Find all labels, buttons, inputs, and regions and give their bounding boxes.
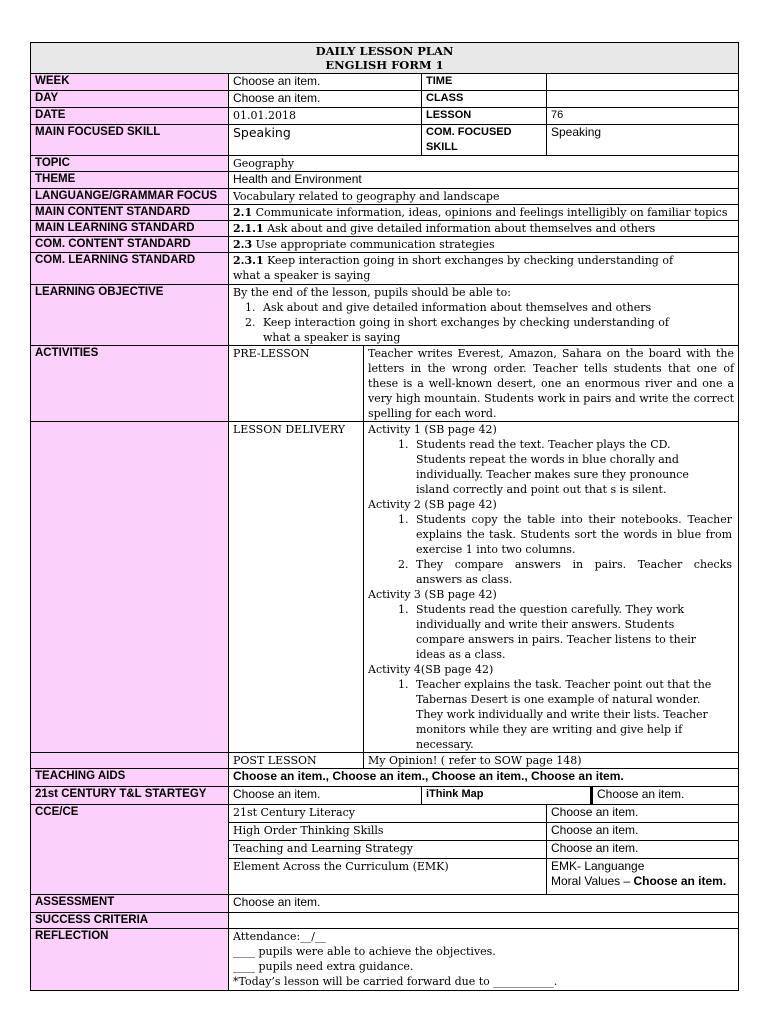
- reflection-field[interactable]: [229, 929, 739, 991]
- label-day: DAY: [31, 91, 229, 108]
- label-grammar: LANGUANGE/GRAMMAR FOCUS: [31, 189, 229, 205]
- class-field[interactable]: [547, 91, 739, 108]
- row-day: [31, 91, 739, 108]
- label-date: DATE: [31, 108, 229, 125]
- activity-3-item: 1. Students read the question carefully. They work individually and write their answers. Students compare answers in pairs. Teacher listens to their ideas as a class.: [412, 602, 732, 662]
- label-lesson: LESSON: [422, 108, 547, 125]
- com-content-text: Use appropriate communication strategies: [252, 238, 495, 251]
- row-lesson-delivery: [31, 422, 739, 753]
- label-topic: TOPIC: [31, 156, 229, 172]
- label-assessment: ASSESSMENT: [31, 895, 229, 913]
- activity-3-title: Activity 3 (SB page 42): [368, 588, 497, 601]
- main-content-text: Communicate information, ideas, opinions and feelings intelligibly on familiar topics: [252, 206, 728, 219]
- strategy-ithink[interactable]: iThink Map: [422, 787, 592, 805]
- row-assessment: [31, 895, 739, 913]
- row-grammar: [31, 189, 739, 205]
- plan-subtitle: ENGLISH FORM 1: [325, 58, 444, 72]
- label-main-learning: MAIN LEARNING STANDARD: [31, 221, 229, 237]
- theme-value[interactable]: Health and Environment: [229, 172, 739, 189]
- lesson-number[interactable]: 76: [547, 108, 739, 125]
- strategy-select-c[interactable]: Choose an item.: [592, 787, 739, 805]
- label-strategy: 21st CENTURY T&L STARTEGY: [31, 787, 229, 805]
- pre-lesson-text[interactable]: Teacher writes Everest, Amazon, Sahara on the board with the letters in the wrong order. Teacher tells students that one of these is a well-known desert, one an enormous river and one a very high mountain. Students work in pairs and write the correct spelling for each word.: [364, 346, 739, 422]
- reflection-line: Attendance:__/__: [233, 930, 326, 943]
- reflection-line: *Today’s lesson will be carried forward due to ___________.: [233, 975, 558, 988]
- pre-lesson-label: PRE-LESSON: [229, 346, 364, 422]
- activity-2-title: Activity 2 (SB page 42): [368, 498, 497, 511]
- activity-1-list: [368, 437, 732, 497]
- cce-select[interactable]: Choose an item.: [547, 805, 739, 823]
- com-content-value[interactable]: [229, 237, 739, 253]
- cce-select[interactable]: Choose an item.: [547, 841, 739, 859]
- label-activities: ACTIVITIES: [31, 346, 229, 422]
- row-com-content: [31, 237, 739, 253]
- moral-values-select: Choose an item.: [633, 874, 727, 888]
- objective-intro: By the end of the lesson, pupils should be able to:: [233, 286, 511, 299]
- com-learning-text: Keep interaction going in short exchanges by checking understanding of what a speaker is saying: [233, 254, 674, 282]
- row-teaching-aids: [31, 769, 739, 787]
- activity-1-title: Activity 1 (SB page 42): [368, 423, 497, 436]
- activity-3-list: [368, 602, 732, 662]
- row-week: [31, 74, 739, 91]
- activity-4-item: 1. Teacher explains the task. Teacher point out that the Tabernas Desert is one example of natural wonder. They work individually and write their lists. Teacher monitors while they are writing and give help if necessary.: [412, 677, 732, 752]
- date-field[interactable]: 01.01.2018: [229, 108, 422, 125]
- moral-values[interactable]: [551, 874, 734, 889]
- row-main-content: [31, 205, 739, 221]
- label-com-skill: COM. FOCUSED SKILL: [422, 125, 547, 156]
- activities-label-spacer: [31, 422, 229, 753]
- plan-title: DAILY LESSON PLAN: [315, 44, 454, 58]
- label-cce: CCE/CE: [31, 805, 229, 895]
- label-success: SUCCESS CRITERIA: [31, 913, 229, 929]
- strategy-select-a[interactable]: Choose an item.: [229, 787, 422, 805]
- row-post-lesson: [31, 753, 739, 769]
- reflection-line: ____ pupils were able to achieve the objectives.: [233, 945, 496, 958]
- header-cell: [31, 43, 739, 74]
- row-reflection: [31, 929, 739, 991]
- cce-select[interactable]: Choose an item.: [547, 823, 739, 841]
- emk-cell[interactable]: [547, 859, 739, 895]
- label-week: WEEK: [31, 74, 229, 91]
- label-objective: LEARNING OBJECTIVE: [31, 285, 229, 346]
- main-learning-code: 2.1.1: [233, 222, 264, 235]
- label-reflection: REFLECTION: [31, 929, 229, 991]
- com-content-code: 2.3: [233, 238, 253, 251]
- main-learning-value[interactable]: [229, 221, 739, 237]
- objective-value[interactable]: [229, 285, 739, 346]
- moral-values-label: Moral Values –: [551, 874, 634, 888]
- main-content-value[interactable]: [229, 205, 739, 221]
- time-field[interactable]: [547, 74, 739, 91]
- day-select[interactable]: Choose an item.: [229, 91, 422, 108]
- com-learning-value[interactable]: [229, 253, 739, 285]
- row-main-learning: [31, 221, 739, 237]
- activity-4-list: [368, 677, 732, 752]
- label-main-skill: MAIN FOCUSED SKILL: [31, 125, 229, 156]
- row-date: [31, 108, 739, 125]
- activity-2-item: 2. They compare answers in pairs. Teacher checks answers as class.: [412, 557, 732, 587]
- teaching-aids-select[interactable]: Choose an item., Choose an item., Choose an item., Choose an item.: [229, 769, 739, 787]
- label-class: CLASS: [422, 91, 547, 108]
- post-lesson-label: POST LESSON: [229, 753, 364, 769]
- emk-label: Element Across the Curriculum (EMK): [229, 859, 547, 895]
- activity-2-item: 1. Students copy the table into their notebooks. Teacher explains the task. Students sort the words in blue from exercise 1 into two columns.: [412, 512, 732, 557]
- activity-4-title: Activity 4(SB page 42): [368, 663, 494, 676]
- row-cce-1: [31, 805, 739, 823]
- reflection-line: ____ pupils need extra guidance.: [233, 960, 414, 973]
- com-skill-select[interactable]: Speaking: [547, 125, 739, 156]
- row-main-skill: [31, 125, 739, 156]
- label-com-content: COM. CONTENT STANDARD: [31, 237, 229, 253]
- objective-list: [233, 300, 698, 345]
- objective-item: 2. Keep interaction going in short exchanges by checking understanding of what a speaker is saying: [259, 315, 698, 345]
- week-select[interactable]: Choose an item.: [229, 74, 422, 91]
- lesson-plan-table: [30, 42, 739, 991]
- label-theme: THEME: [31, 172, 229, 189]
- row-strategy: [31, 787, 739, 805]
- header-row: [31, 43, 739, 74]
- success-criteria-field[interactable]: [229, 913, 739, 929]
- topic-value[interactable]: Geography: [229, 156, 739, 172]
- activities-label-spacer: [31, 753, 229, 769]
- activity-2-list: [368, 512, 732, 587]
- label-com-learning: COM. LEARNING STANDARD: [31, 253, 229, 285]
- com-learning-code: 2.3.1: [233, 254, 264, 267]
- row-com-learning: [31, 253, 739, 285]
- main-learning-text: Ask about and give detailed information about themselves and others: [263, 222, 656, 235]
- label-aids: TEACHING AIDS: [31, 769, 229, 787]
- activity-1-item: 1. Students read the text. Teacher plays the CD. Students repeat the words in blue chorally and individually. Teacher makes sure they pronounce island correctly and point out that s is silent.: [412, 437, 732, 497]
- label-main-content: MAIN CONTENT STANDARD: [31, 205, 229, 221]
- assessment-select[interactable]: Choose an item.: [229, 895, 739, 913]
- post-lesson-text[interactable]: My Opinion! ( refer to SOW page 148): [364, 753, 739, 769]
- cce-label: 21st Century Literacy: [229, 805, 547, 823]
- row-objective: [31, 285, 739, 346]
- objective-item: 1. Ask about and give detailed information about themselves and others: [259, 300, 698, 315]
- lesson-delivery-label: LESSON DELIVERY: [229, 422, 364, 753]
- row-success: [31, 913, 739, 929]
- grammar-value[interactable]: Vocabulary related to geography and landscape: [229, 189, 739, 205]
- main-content-code: 2.1: [233, 206, 253, 219]
- emk-value: EMK- Languange: [551, 859, 645, 873]
- cce-label: High Order Thinking Skills: [229, 823, 547, 841]
- main-skill-select[interactable]: Speaking: [229, 125, 422, 156]
- row-topic: [31, 156, 739, 172]
- label-time: TIME: [422, 74, 547, 91]
- row-pre-lesson: [31, 346, 739, 422]
- lesson-delivery-content[interactable]: [364, 422, 739, 753]
- cce-label: Teaching and Learning Strategy: [229, 841, 547, 859]
- row-theme: [31, 172, 739, 189]
